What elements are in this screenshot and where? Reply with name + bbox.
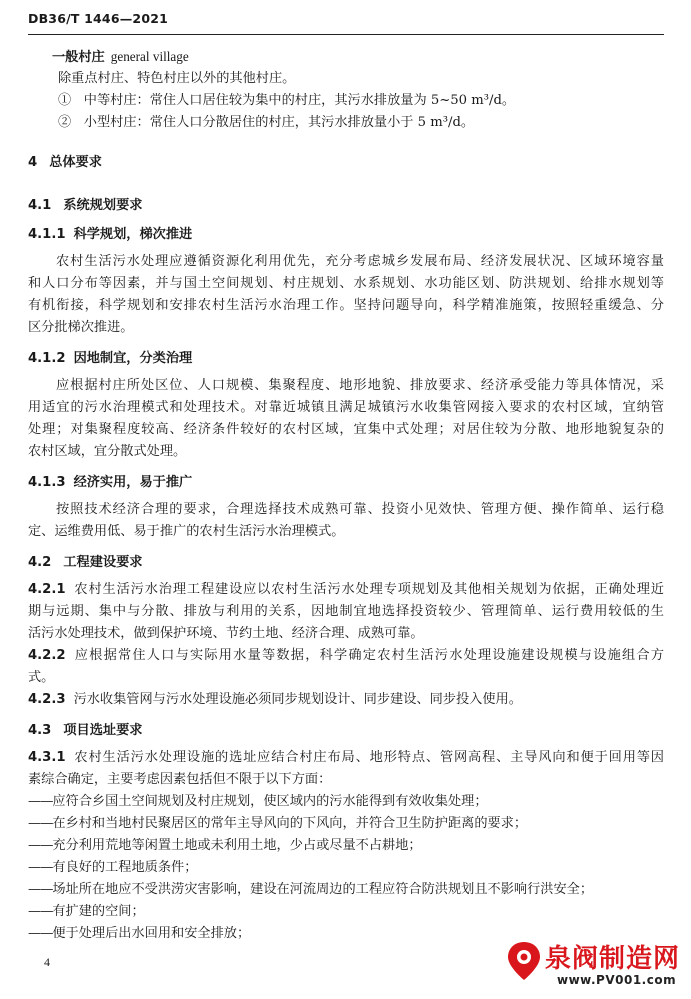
section-number: 4.1.1 xyxy=(28,227,66,242)
standard-code: DB36/T 1446—2021 xyxy=(28,11,169,26)
dash-marker: —— xyxy=(28,860,53,875)
section-4-2-heading xyxy=(28,554,143,571)
list-item-text: 便于处理后出水回用和安全排放； xyxy=(52,926,251,941)
item-text: 小型村庄：常住人口分散居住的村庄，其污水排放量小于 5 m³/d。 xyxy=(83,115,475,130)
section-number: 4.3 xyxy=(28,723,52,738)
clause-4-2-3-line xyxy=(28,691,522,708)
list-item xyxy=(28,903,145,920)
list-item xyxy=(28,837,422,854)
location-pin-icon xyxy=(505,940,543,982)
section-number: 4.1 xyxy=(28,198,52,213)
clause-text: 应根据常住人口与实际用水量等数据，科学确定农村生活污水处理设施建设规模与设施组合方 xyxy=(73,648,664,663)
paragraph-line: 区分批梯次推进。 xyxy=(28,320,134,335)
term-heading xyxy=(52,48,189,66)
section-title: 经济实用，易于推广 xyxy=(73,475,193,490)
paragraph-line: 按照技术经济合理的要求，合理选择技术成熟可靠、投资小见效快、管理方便、操作简单、运行稳 xyxy=(56,502,664,517)
paragraph-line: 素综合确定，主要考虑因素包括但不限于以下方面： xyxy=(28,772,332,787)
watermark-brand: 泉阀制造网 xyxy=(545,944,681,974)
clause-text: 农村生活污水治理工程建设应以农村生活污水处理专项规划及其他相关规划为依据，正确处理近 xyxy=(73,582,664,597)
clause-number: 4.2.2 xyxy=(28,648,66,663)
term-zh: 一般村庄 xyxy=(52,50,105,65)
clause-text: 污水收集管网与污水处理设施必须同步规划设计、同步建设、同步投入使用。 xyxy=(73,692,522,707)
header-rule xyxy=(28,34,664,35)
clause-4-2-2-line xyxy=(28,647,664,664)
section-title: 科学规划，梯次推进 xyxy=(73,227,193,242)
dash-marker: —— xyxy=(28,926,53,941)
watermark-url[interactable]: www.PV001.com xyxy=(557,973,677,987)
item-text: 中等村庄：常住人口居住较为集中的村庄，其污水排放量为 5~50 m³/d。 xyxy=(83,93,516,108)
dash-marker: —— xyxy=(28,838,53,853)
paragraph-line: 应根据村庄所处区位、人口规模、集聚程度、地形地貌、排放要求、经济承受能力等具体情况，采 xyxy=(56,378,664,393)
section-title: 总体要求 xyxy=(49,155,102,170)
clause-number: 4.2.1 xyxy=(28,582,66,597)
section-title: 因地制宜，分类治理 xyxy=(73,351,193,366)
paragraph-line: 式。 xyxy=(28,670,55,685)
list-item-text: 有扩建的空间； xyxy=(52,904,145,919)
paragraph-line: 农村区域，宜分散式处理。 xyxy=(28,444,187,459)
term-definition: 除重点村庄、特色村庄以外的其他村庄。 xyxy=(58,71,296,86)
paragraph-line: 和人口分布等因素，并与国土空间规划、村庄规划、水系规划、水功能区划、防洪规划、给排水规划等 xyxy=(28,276,664,291)
watermark[interactable] xyxy=(505,938,685,990)
paragraph-line: 有机衔接，科学规划和安排农村生活污水治理工作。坚持问题导向，科学精准施策，按照轻重缓急、分 xyxy=(28,298,664,313)
paragraph-line: 期与远期、集中与分散、排放与利用的关系，因地制宜地选择投资较少、管理简单、运行费用较低的生 xyxy=(28,604,664,619)
list-item-text: 有良好的工程地质条件； xyxy=(52,860,198,875)
list-item-text: 应符合乡国土空间规划及村庄规划，使区域内的污水能得到有效收集处理； xyxy=(52,794,488,809)
paragraph-line: 用适宜的污水治理模式和处理技术。对靠近城镇且满足城镇污水收集管网接入要求的农村区域，宜纳管 xyxy=(28,400,664,415)
term-en: general village xyxy=(110,49,189,64)
section-number: 4.1.3 xyxy=(28,475,66,490)
list-item xyxy=(28,815,527,832)
list-item xyxy=(28,793,488,810)
paragraph-line: 农村生活污水处理应遵循资源化利用优先，充分考虑城乡发展布局、经济发展状况、区域环境容量 xyxy=(56,254,664,269)
term-item-1 xyxy=(58,92,515,109)
dash-marker: —— xyxy=(28,904,53,919)
section-number: 4.1.2 xyxy=(28,351,66,366)
section-title: 系统规划要求 xyxy=(63,198,143,213)
section-4-1-heading xyxy=(28,197,143,214)
term-item-2 xyxy=(58,114,474,131)
section-4-heading xyxy=(28,154,102,171)
section-title: 工程建设要求 xyxy=(63,555,143,570)
section-4-1-1-heading xyxy=(28,226,192,243)
section-4-3-heading xyxy=(28,722,143,739)
list-item xyxy=(28,859,197,876)
section-number: 4 xyxy=(28,155,38,170)
item-marker: ② xyxy=(58,115,72,130)
list-item xyxy=(28,925,250,942)
list-item-text: 充分利用荒地等闲置土地或未利用土地，少占或尽量不占耕地； xyxy=(52,838,422,853)
clause-number: 4.3.1 xyxy=(28,750,66,765)
section-4-1-3-heading xyxy=(28,474,192,491)
list-item-text: 场址所在地应不受洪涝灾害影响，建设在河流周边的工程应符合防洪规划且不影响行洪安全； xyxy=(52,882,594,897)
dash-marker: —— xyxy=(28,816,53,831)
clause-number: 4.2.3 xyxy=(28,692,66,707)
section-4-1-2-heading xyxy=(28,350,192,367)
page-number: 4 xyxy=(44,955,50,969)
section-title: 项目选址要求 xyxy=(63,723,143,738)
dash-marker: —— xyxy=(28,882,53,897)
dash-marker: —— xyxy=(28,794,53,809)
paragraph-line: 活污水处理技术，做到保护环境、节约土地、经济合理、成熟可靠。 xyxy=(28,626,424,641)
clause-text: 农村生活污水处理设施的选址应结合村庄布局、地形特点、管网高程、主导风向和便于回用等因 xyxy=(73,750,664,765)
item-marker: ① xyxy=(58,93,72,108)
clause-4-2-1-line xyxy=(28,581,664,598)
clause-4-3-1-line xyxy=(28,749,664,766)
paragraph-line: 定、运维费用低、易于推广的农村生活污水治理模式。 xyxy=(28,524,345,539)
list-item-text: 在乡村和当地村民聚居区的常年主导风向的下风向，并符合卫生防护距离的要求； xyxy=(52,816,528,831)
list-item xyxy=(28,881,593,898)
section-number: 4.2 xyxy=(28,555,52,570)
paragraph-line: 处理；对集聚程度较高、经济条件较好的农村区域，宜集中式处理；对居住较为分散、地形地貌复杂的 xyxy=(28,422,664,437)
